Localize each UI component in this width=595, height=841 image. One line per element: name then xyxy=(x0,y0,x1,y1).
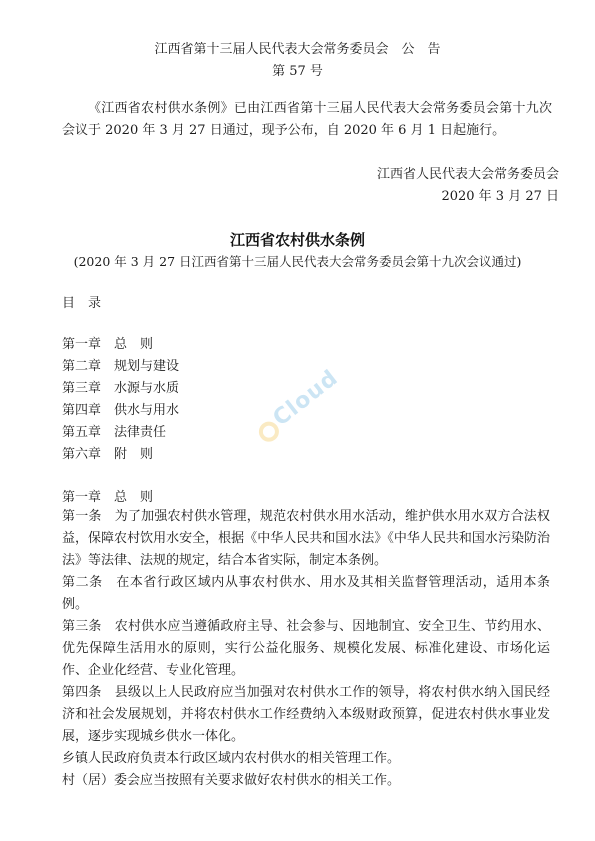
toc-item xyxy=(62,377,179,396)
article-4: 第四条 县级以上人民政府应当加强对农村供水工作的领导，将农村供水纳入国民经济和社会发展规划，并将农村供水工作经费纳入本级财政预算，促进农村供水事业发展，逐步实现城乡供水一体化。 xyxy=(62,685,550,744)
announcement-date: 2020 年 3 月 27 日 xyxy=(441,189,559,204)
watermark-ring-icon xyxy=(255,417,283,445)
toc-name: 法律责任 xyxy=(114,425,167,440)
toc-chapter: 第三章 xyxy=(62,381,102,396)
regulation-title: 江西省农村供水条例 xyxy=(229,231,365,249)
toc-chapter: 第五章 xyxy=(62,425,102,440)
watermark-text: Cloud xyxy=(268,365,344,432)
toc-name: 规划与建设 xyxy=(114,359,180,374)
toc-name: 供水与用水 xyxy=(114,403,180,418)
toc-name: 水源与水质 xyxy=(114,381,180,396)
announcement-header: 江西省第十三届人民代表大会常务委员会 公 告 xyxy=(154,42,441,57)
chapter-heading: 第一章 总 则 xyxy=(62,490,154,505)
regulation-subtitle: (2020 年 3 月 27 日江西省第十三届人民代表大会常务委员会第十九次会议通过) xyxy=(73,254,522,269)
toc-item xyxy=(62,355,179,374)
article-1: 第一条 为了加强农村供水管理，规范农村供水用水活动，维护供水用水双方合法权益，保障农村饮用水安全，根据《中华人民共和国水法》《中华人民共和国水污染防治法》等法律、法规的规定，结合本省实际，制定本条例。 xyxy=(62,509,550,568)
toc-chapter: 第二章 xyxy=(62,359,102,374)
announcement-body: 《江西省农村供水条例》已由江西省第十三届人民代表大会常务委员会第十九次会议于 2020 年 3 月 27 日通过，现予公布，自 2020 年 6 月 1 日起施行。 xyxy=(62,101,552,138)
article-3: 第三条 农村供水应当遵循政府主导、社会参与、因地制宜、安全卫生、节约用水、优先保障生活用水的原则，实行公益化服务、规模化发展、标准化建设、市场化运作、企业化经营、专业化管理。 xyxy=(62,619,550,678)
toc-chapter: 第四章 xyxy=(62,403,102,418)
announcement-number: 第 57 号 xyxy=(272,64,323,79)
article-2: 第二条 在本省行政区域内从事农村供水、用水及其相关监督管理活动，适用本条例。 xyxy=(62,575,550,612)
toc-item xyxy=(62,421,166,440)
announcement-issuer: 江西省人民代表大会常务委员会 xyxy=(376,167,559,182)
toc-name: 总 则 xyxy=(114,337,154,352)
article-4-para-2: 乡镇人民政府负责本行政区域内农村供水的相关管理工作。 xyxy=(62,751,401,766)
toc-name: 附 则 xyxy=(114,447,154,462)
toc-chapter: 第六章 xyxy=(62,447,102,462)
toc-item xyxy=(62,399,179,418)
article-4-para-3: 村（居）委会应当按照有关要求做好农村供水的相关工作。 xyxy=(62,773,401,788)
toc-item xyxy=(62,443,153,462)
toc-chapter: 第一章 xyxy=(62,337,102,352)
cloud-watermark xyxy=(251,357,375,472)
toc-item xyxy=(62,333,153,352)
toc-heading: 目 录 xyxy=(62,296,102,311)
